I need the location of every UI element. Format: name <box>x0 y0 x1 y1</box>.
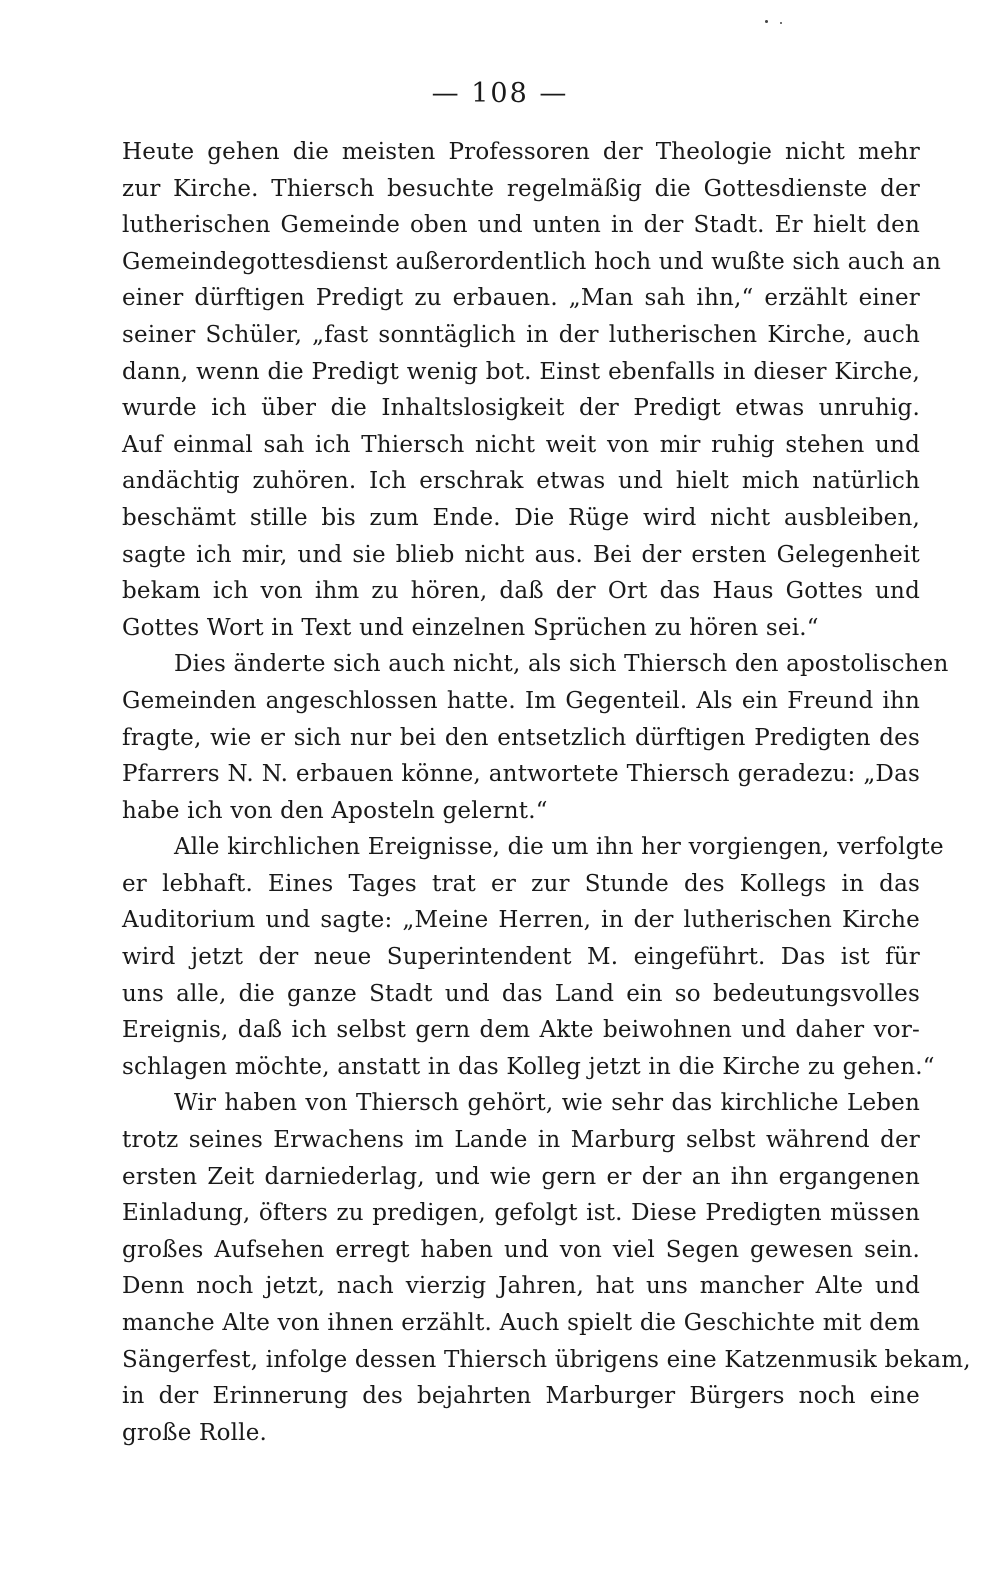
text-line: Denn noch jetzt, nach vierzig Jahren, hat uns mancher Alte und <box>122 1273 920 1300</box>
paragraph <box>122 1085 971 1451</box>
text-line: bekam ich von ihm zu hören, daß der Ort das Haus Gottes und <box>122 578 920 605</box>
text-line: wird jetzt der neue Superintendent M. eingeführt. Das ist für <box>122 944 920 971</box>
text-line: seiner Schüler, „fast sonntäglich in der lutherischen Kirche, auch <box>122 321 920 348</box>
text-line: Heute gehen die meisten Professoren der Theologie nicht mehr <box>122 139 920 165</box>
text-line: habe ich von den Aposteln gelernt.“ <box>122 797 548 824</box>
text-line: in der Erinnerung des bejahrten Marburger Bürgers noch eine <box>122 1383 920 1410</box>
text-line: uns alle, die ganze Stadt und das Land ein so bedeutungsvolles <box>122 980 920 1007</box>
text-line: Gottes Wort in Text und einzelnen Sprüchen zu hören sei.“ <box>122 614 819 641</box>
text-line: dann, wenn die Predigt wenig bot. Einst ebenfalls in dieser Kirche, <box>122 358 920 385</box>
text-line: Ereignis, daß ich selbst gern dem Akte beiwohnen und daher vor- <box>122 1017 920 1044</box>
text-line: manche Alte von ihnen erzählt. Auch spielt die Geschichte mit dem <box>122 1310 920 1336</box>
text-line: schlagen möchte, anstatt in das Kolleg jetzt in die Kirche zu gehen.“ <box>122 1053 935 1080</box>
page-number: — 108 — <box>431 78 569 109</box>
text-line: andächtig zuhören. Ich erschrak etwas und hielt mich natürlich <box>122 468 920 495</box>
body-text <box>122 134 971 1451</box>
text-line: ersten Zeit darniederlag, und wie gern er der an ihn ergangenen <box>122 1163 920 1190</box>
text-line: Einladung, öfters zu predigen, gefolgt ist. Diese Predigten müssen <box>122 1200 920 1227</box>
text-line: sagte ich mir, und sie blieb nicht aus. Bei der ersten Gelegenheit <box>122 541 920 568</box>
paragraph <box>122 646 949 829</box>
text-line: Gemeinden angeschlossen hatte. Im Gegenteil. Als ein Freund ihn <box>122 687 920 714</box>
text-line: trotz seines Erwachens im Lande in Marburg selbst während der <box>122 1127 920 1154</box>
text-line: Auf einmal sah ich Thiersch nicht weit von mir ruhig stehen und <box>122 431 920 458</box>
text-line: wurde ich über die Inhaltslosigkeit der Predigt etwas unruhig. <box>122 395 920 422</box>
text-line: Gemeindegottesdienst außerordentlich hoch und wußte sich auch an <box>122 248 942 275</box>
paragraph <box>122 829 944 1085</box>
text-line: fragte, wie er sich nur bei den entsetzlich dürftigen Predigten des <box>122 724 920 751</box>
text-line: Sängerfest, infolge dessen Thiersch übrigens eine Katzenmusik bekam, <box>122 1346 971 1373</box>
text-line: Alle kirchlichen Ereignisse, die um ihn her vorgiengen, verfolgte <box>174 834 944 861</box>
text-line: große Rolle. <box>122 1419 268 1446</box>
text-line: zur Kirche. Thiersch besuchte regelmäßig die Gottesdienste der <box>122 175 920 202</box>
paragraph <box>122 134 942 646</box>
text-line: einer dürftigen Predigt zu erbauen. „Man sah ihn,“ erzählt einer <box>122 285 920 312</box>
text-line: er lebhaft. Eines Tages trat er zur Stunde des Kollegs in das <box>122 870 920 897</box>
paper-speck <box>780 22 782 24</box>
text-line: großes Aufsehen erregt haben und von viel Segen gewesen sein. <box>122 1236 920 1263</box>
text-line: Wir haben von Thiersch gehört, wie sehr das kirchliche Leben <box>174 1090 920 1117</box>
text-line: beschämt stille bis zum Ende. Die Rüge wird nicht ausbleiben, <box>122 504 920 531</box>
text-line: lutherischen Gemeinde oben und unten in der Stadt. Er hielt den <box>122 212 920 239</box>
text-line: Auditorium und sagte: „Meine Herren, in der lutherischen Kirche <box>122 907 920 934</box>
text-line: Pfarrers N. N. erbauen könne, antwortete Thiersch geradezu: „Das <box>122 761 920 788</box>
text-line: Dies änderte sich auch nicht, als sich Thiersch den apostolischen <box>174 651 949 678</box>
paper-speck <box>765 20 768 23</box>
